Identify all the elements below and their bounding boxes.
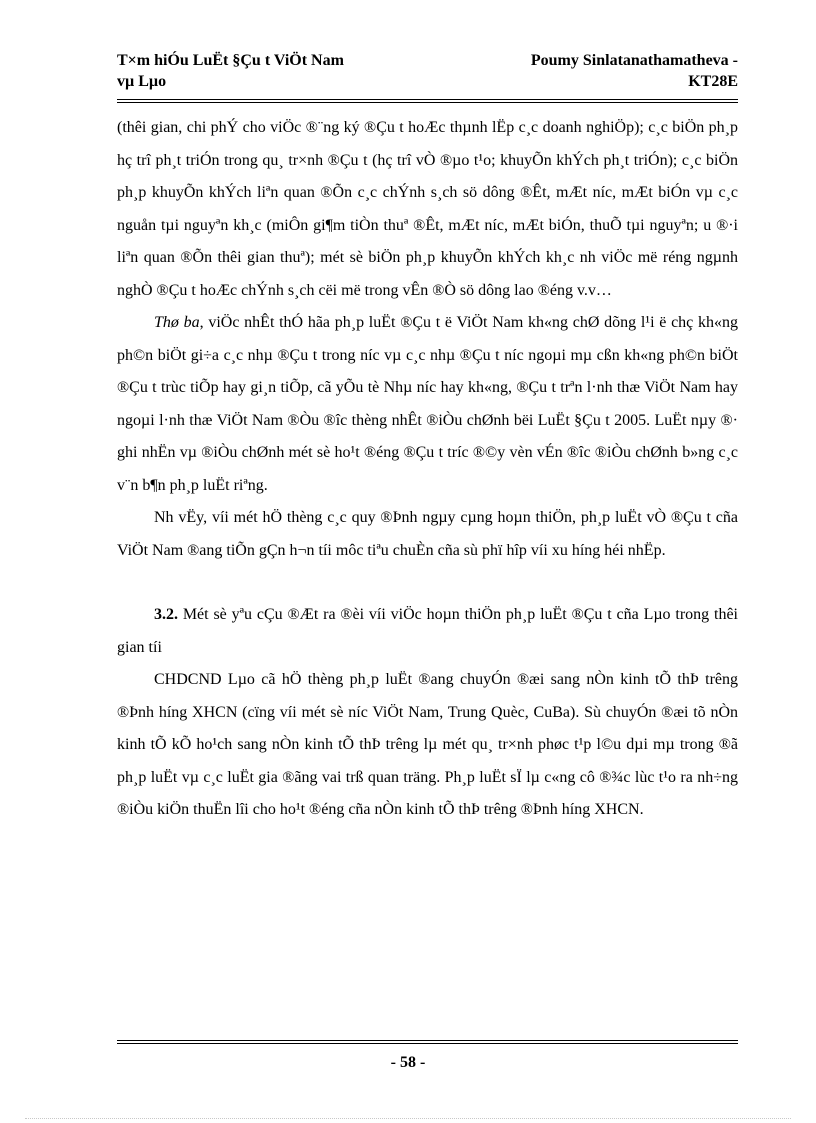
paragraph-1: (thêi gian, chi phÝ cho viÖc ®¨ng ký ®Çu t hoÆc thµnh lËp c¸c doanh nghiÖp); c¸c biÖn ph¸p hç trî ph¸t triÓn trong qu¸ tr×nh ®Çu t (hç trî vÒ ®µo t¹o; khuyÕn khÝch ph¸t triÓn); c¸c biÖn ph¸p khuyÕn khÝch liªn quan ®Õn c¸c chÝnh s¸ch sö dông ®Êt, mÆt níc, mÆt biÓn vµ c¸c nguån tµi nguyªn kh¸c (miÔn gi¶m tiÒn thuª ®Êt, mÆt níc, mÆt biÓn, thuÕ tµi nguyªn; u ®·i liªn quan ®Õn thêi gian thuª); mét sè biÖn ph¸p khuyÕn khÝch kh¸c nh viÖc më réng ngµnh nghÒ ®Çu t hoÆc chÝnh s¸ch cëi më trong vÊn ®Ò sö dông lao ®éng v.v… bbox=[117, 119, 738, 299]
paragraph-3: Nh vËy, víi mét hÖ thèng c¸c quy ®Þnh ngµy cµng hoµn thiÖn, ph¸p luËt vÒ ®Çu t cña ViÖt Nam ®ang tiÕn gÇn h¬n tíi môc tiªu chuÈn cña sù phï hîp víi xu híng héi nhËp. bbox=[117, 509, 738, 559]
header-title-line2: vµ Lµo bbox=[117, 73, 167, 90]
page-number: - 58 - bbox=[390, 1054, 426, 1071]
paragraph-2-label: Thø ba bbox=[154, 314, 200, 331]
header-class: KT28E bbox=[688, 73, 738, 90]
paragraph-4: CHDCND Lµo cã hÖ thèng ph¸p luËt ®ang chuyÓn ®æi sang nÒn kinh tÕ thÞ trêng ®Þnh híng XHCN (cïng víi mét sè níc ViÖt Nam, Trung Quèc, CuBa). Sù chuyÓn ®æi tõ nÒn kinh tÕ kÕ ho¹ch sang nÒn kinh tÕ thÞ trêng lµ mét qu¸ tr×nh phøc t¹p l©u dµi mµ trong ®ã ph¸p luËt vµ c¸c luËt gia ®ãng vai trß quan träng. Ph¸p luËt sÏ lµ c«ng cô ®¾c lùc t¹o ra nh÷ng ®iÒu kiÖn thuËn lîi cho ho¹t ®éng cña nÒn kinh tÕ thÞ trêng ®Þnh híng XHCN. bbox=[117, 671, 738, 818]
page-header bbox=[117, 50, 738, 98]
paragraph-2 bbox=[117, 307, 738, 502]
section-heading bbox=[117, 599, 738, 664]
header-left bbox=[117, 50, 344, 92]
footer-rule bbox=[117, 1040, 738, 1044]
header-rule bbox=[117, 99, 738, 103]
section-number: 3.2. bbox=[154, 606, 178, 623]
header-right bbox=[531, 50, 738, 92]
header-title-line1: T×m hiÓu LuËt §Çu t ViÖt Nam bbox=[117, 52, 344, 69]
paragraph-2-text: , viÖc nhÊt thÓ hãa ph¸p luËt ®Çu t ë ViÖt Nam kh«ng chØ dõng l¹i ë chç kh«ng ph©n biÖt gi÷a c¸c nhµ ®Çu t trong níc vµ c¸c nhµ ®Çu t níc ngoµi mµ cßn kh«ng ph©n biÖt ®Çu t trùc tiÕp hay gi¸n tiÕp, cã yÕu tè Nhµ níc hay kh«ng, ®Çu t trªn l·nh thæ ViÖt Nam hay ngoµi l·nh thæ ViÖt Nam ®Òu ®îc thèng nhÊt ®iÒu chØnh bëi LuËt §Çu t 2005. LuËt nµy ®· ghi nhËn vµ ®iÒu chØnh mét sè ho¹t ®éng ®Çu t tríc ®©y vèn vÉn ®îc ®iÒu chØnh b»ng c¸c v¨n b¶n ph¸p luËt riªng. bbox=[117, 314, 738, 494]
page-edge-dots bbox=[25, 1118, 791, 1119]
header-author: Poumy Sinlatanathamatheva - bbox=[530, 52, 738, 69]
document-body bbox=[117, 112, 738, 827]
section-title: Mét sè yªu cÇu ®Æt ra ®èi víi viÖc hoµn thiÖn ph¸p luËt ®Çu t cña Lµo trong thêi gian tíi bbox=[117, 606, 738, 656]
